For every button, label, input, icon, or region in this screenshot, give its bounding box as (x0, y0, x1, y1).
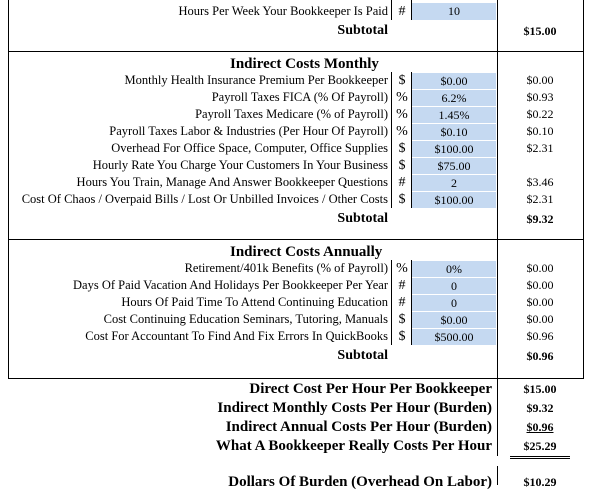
annual-row-label: Cost Continuing Education Seminars, Tutoring, Manuals (103, 312, 388, 326)
monthly-row-unit: % (396, 107, 408, 122)
annual-row-result: $0.00 (526, 312, 554, 326)
monthly-row-label: Payroll Taxes Labor & Industries (Per Hour Of Payroll) (109, 124, 388, 138)
annual-title: Indirect Costs Annually (230, 244, 383, 260)
monthly-row-result: $0.00 (526, 73, 554, 87)
annual-row-result: $0.96 (526, 329, 554, 343)
hours-per-week-input[interactable]: 10 (412, 3, 496, 20)
annual-row-input[interactable]: 0 (412, 278, 496, 294)
annual-row-input[interactable]: 0% (412, 261, 496, 277)
monthly-row-input[interactable]: $100.00 (412, 141, 496, 157)
monthly-row-result: $3.46 (526, 175, 554, 189)
monthly-row-input[interactable]: 2 (412, 175, 496, 191)
monthly-row-unit: % (396, 124, 408, 139)
monthly-left-border (8, 51, 9, 240)
monthly-row-label: Overhead For Office Space, Computer, Office Supplies (111, 141, 388, 155)
monthly-row-unit: $ (398, 192, 406, 207)
annual-row-unit: $ (398, 312, 406, 327)
monthly-row-unit: % (396, 90, 408, 105)
summary-annual-label: Indirect Annual Costs Per Hour (Burden) (225, 419, 492, 435)
monthly-row-result: $0.93 (526, 90, 554, 104)
annual-row-label: Hours Of Paid Time To Attend Continuing Education (121, 295, 388, 309)
annual-row-input[interactable]: 0 (412, 295, 496, 311)
monthly-row-label: Hours You Train, Manage And Answer Bookkeeper Questions (76, 175, 388, 189)
monthly-row-label: Hourly Rate You Charge Your Customers In Your Business (92, 158, 388, 172)
monthly-row-input[interactable]: $0.10 (412, 124, 496, 140)
annual-row-input[interactable]: $500.00 (412, 329, 496, 345)
summary-annual-value: $0.96 (526, 420, 554, 434)
annual-row-result: $0.00 (526, 295, 554, 309)
annual-row-result: $0.00 (526, 278, 554, 292)
burden-label: Dollars Of Burden (Overhead On Labor) (228, 474, 492, 490)
monthly-row-input[interactable]: 1.45% (412, 107, 496, 123)
summary-direct-value: $15.00 (523, 382, 557, 396)
monthly-row-input[interactable]: $100.00 (412, 192, 496, 208)
top-subtotal-value: $15.00 (523, 24, 557, 38)
monthly-subtotal-label: Subtotal (337, 211, 388, 226)
summary-monthly-value: $9.32 (526, 401, 554, 415)
monthly-row-label: Cost Of Chaos / Overpaid Bills / Lost Or Unbilled Invoices / Other Costs (21, 192, 388, 206)
summary-direct-label: Direct Cost Per Hour Per Bookkeeper (249, 381, 492, 397)
annual-row-label: Cost For Accountant To Find And Fix Errors In QuickBooks (85, 329, 388, 343)
annual-subtotal-value: $0.96 (526, 349, 554, 363)
annual-row-input[interactable]: $0.00 (412, 312, 496, 328)
hours-per-week-unit: # (398, 4, 406, 19)
monthly-row-unit: $ (398, 141, 406, 156)
monthly-row-result: $2.31 (526, 141, 554, 155)
burden-value: $10.29 (523, 475, 557, 489)
monthly-row-result: $2.31 (526, 192, 554, 206)
monthly-row-unit: $ (398, 73, 406, 88)
monthly-row-input[interactable]: $75.00 (412, 158, 496, 174)
top-left-border (8, 0, 9, 52)
annual-row-unit: # (398, 295, 406, 310)
monthly-row-result: $0.22 (526, 107, 554, 121)
monthly-right-border (583, 51, 584, 240)
annual-row-result: $0.00 (526, 261, 554, 275)
annual-row-label: Retirement/401k Benefits (% of Payroll) (184, 261, 388, 275)
annual-row-unit: % (396, 261, 408, 276)
annual-left-border (8, 239, 9, 379)
hours-per-week-label: Hours Per Week Your Bookkeeper Is Paid (178, 4, 388, 18)
monthly-row-unit: $ (398, 158, 406, 173)
monthly-row-unit: # (398, 175, 406, 190)
summary-total-label: What A Bookkeeper Really Costs Per Hour (215, 438, 492, 454)
monthly-row-result: $0.10 (526, 124, 554, 138)
top-right-border (583, 0, 584, 52)
annual-row-unit: # (398, 278, 406, 293)
summary-total-value: $25.29 (510, 437, 570, 459)
monthly-row-label: Payroll Taxes FICA (% Of Payroll) (211, 90, 388, 104)
annual-subtotal-label: Subtotal (337, 348, 388, 363)
monthly-row-input[interactable]: 6.2% (412, 90, 496, 106)
monthly-subtotal-value: $9.32 (526, 212, 554, 226)
top-subtotal-label: Subtotal (337, 23, 388, 38)
annual-row-unit: $ (398, 329, 406, 344)
annual-right-border (583, 239, 584, 379)
summary-monthly-label: Indirect Monthly Costs Per Hour (Burden) (217, 400, 492, 416)
monthly-row-input[interactable]: $0.00 (412, 73, 496, 89)
monthly-row-label: Monthly Health Insurance Premium Per Bookkeeper (124, 73, 388, 87)
monthly-row-label: Payroll Taxes Medicare (% of Payroll) (195, 107, 388, 121)
annual-row-label: Days Of Paid Vacation And Holidays Per Bookkeeper Per Year (73, 278, 388, 292)
monthly-title: Indirect Costs Monthly (230, 56, 379, 72)
